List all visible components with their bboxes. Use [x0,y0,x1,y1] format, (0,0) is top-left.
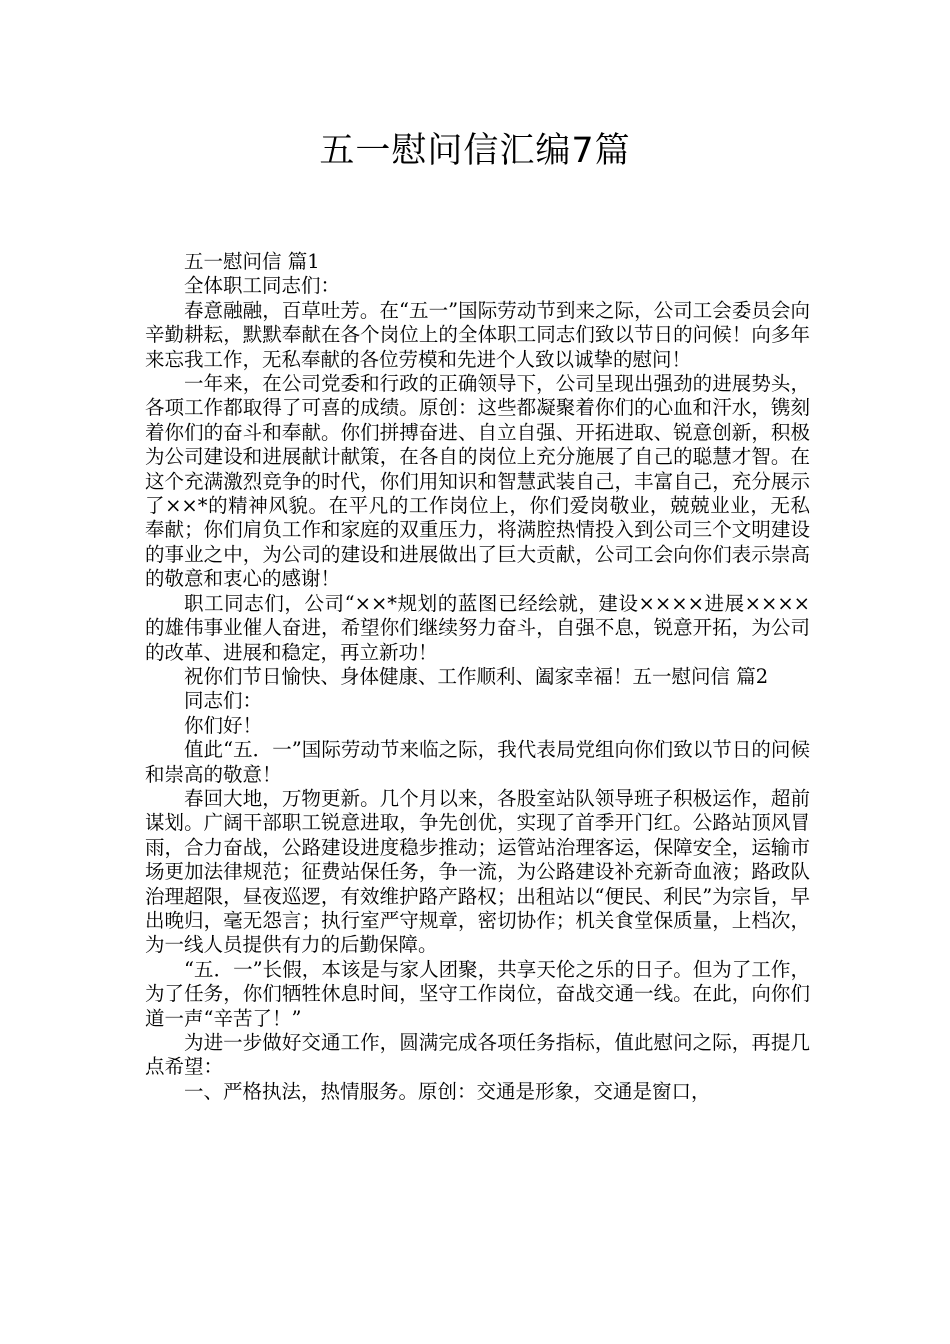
salutation: 同志们： [184,689,263,713]
document-body [145,250,810,1104]
paragraph: 祝你们节日愉快、身体健康、工作顺利、阖家幸福！五一慰问信 篇2 [184,664,769,688]
paragraph: 为进一步做好交通工作，圆满完成各项任务指标，值此慰问之际，再提几点希望： [145,1031,810,1079]
paragraph: 一年来，在公司党委和行政的正确领导下，公司呈现出强劲的进展势头，各项工作都取得了可喜的成绩。原创：这些都凝聚着你们的心血和汗水，镌刻着你们的奋斗和奉献。你们拼搏奋进、自立自强、开拓进取、锐意创新，积极为公司建设和进展献计献策，在各自的岗位上充分施展了自己的聪慧才智。在这个充满激烈竞争的时代，你们用知识和智慧武装自己，丰富自己，充分展示了××*的精神风貌。在平凡的工作岗位上，你们爱岗敬业，兢兢业业，无私奉献；你们肩负工作和家庭的双重压力，将满腔热情投入到公司三个文明建设的事业之中，为公司的建设和进展做出了巨大贡献，公司工会向你们表示崇高的敬意和衷心的感谢！ [145,372,810,591]
paragraph: 职工同志们，公司“××*规划的蓝图已经绘就，建设××××进展××××的雄伟事业催人奋进，希望你们继续努力奋斗，自强不息，锐意开拓，为公司的改革、进展和稳定，再立新功！ [145,591,810,664]
greeting: 你们好！ [184,713,263,737]
paragraph: “五．一”长假，本该是与家人团聚，共享天伦之乐的日子。但为了工作，为了任务，你们牺牲休息时间，坚守工作岗位，奋战交通一线。在此，向你们道一声“辛苦了！” [145,957,810,1030]
document-title: 五一慰问信汇编7篇 [319,131,631,171]
paragraph: 值此“五．一”国际劳动节来临之际，我代表局党组向你们致以节日的问候和崇高的敬意！ [145,738,810,786]
paragraph: 一、严格执法，热情服务。原创：交通是形象，交通是窗口， [184,1079,711,1103]
salutation: 全体职工同志们： [184,274,341,298]
paragraph: 春意融融，百草吐芳。在“五一”国际劳动节到来之际，公司工会委员会向辛勤耕耘，默默奉献在各个岗位上的全体职工同志们致以节日的问候！向多年来忘我工作，无私奉献的各位劳模和先进个人致以诚挚的慰问！ [145,298,810,371]
paragraph: 春回大地，万物更新。几个月以来，各股室站队领导班子积极运作，超前谋划。广阔干部职工锐意进取，争先创优，实现了首季开门红。公路站顶风冒雨，合力奋战，公路建设进度稳步推动；运管站治理客运，保障安全，运输市场更加法律规范；征费站保任务，争一流，为公路建设补充新奇血液；路政队治理超限，昼夜巡逻，有效维护路产路权；出租站以“便民、利民”为宗旨，早出晚归，毫无怨言；执行室严守规章，密切协作；机关食堂保质量，上档次，为一线人员提供有力的后勤保障。 [145,786,810,957]
section-heading: 五一慰问信 篇1 [184,250,320,273]
